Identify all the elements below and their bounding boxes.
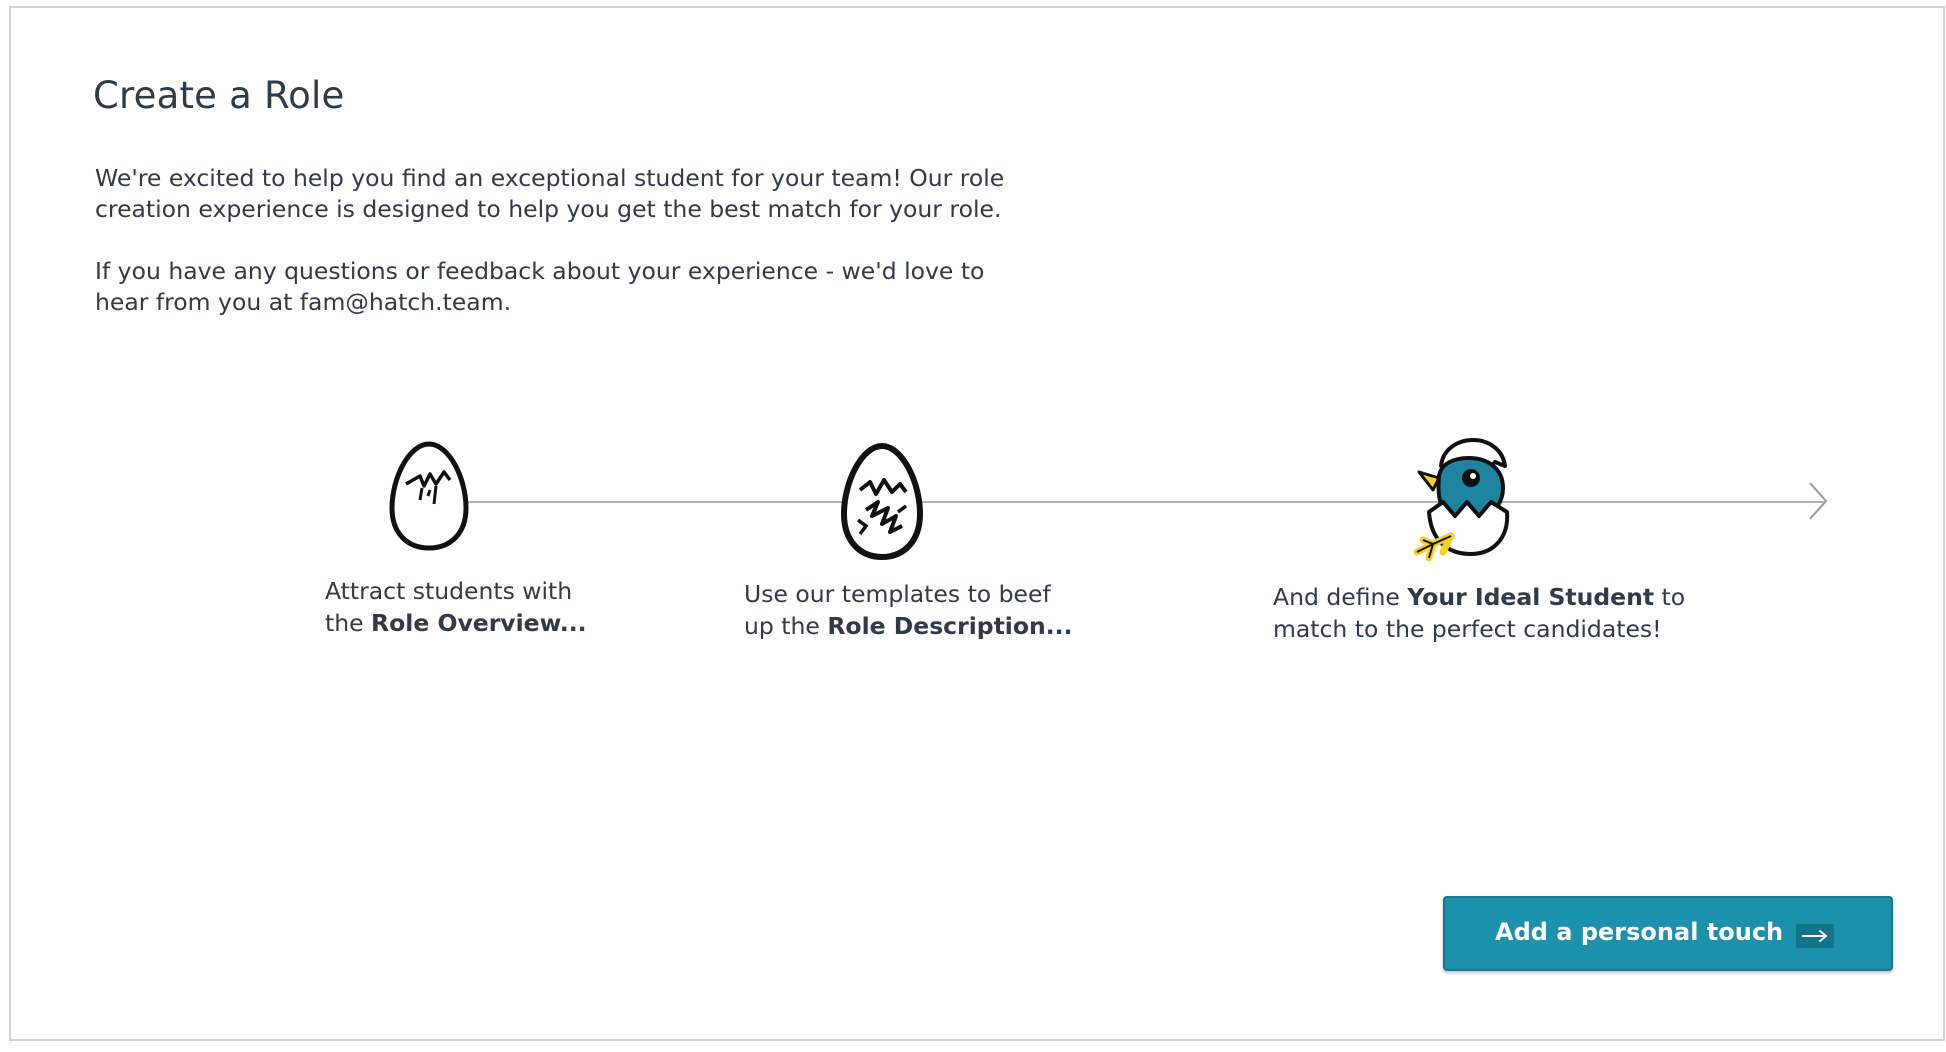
step-3-line-1: And define Your Ideal Student to: [1273, 583, 1686, 611]
intro-paragraph-2-line-2: hear from you at fam@hatch.team.: [95, 288, 512, 316]
step-1-line-1: Attract students with: [325, 577, 573, 605]
egg-cracked-icon: [384, 438, 474, 554]
intro-paragraph-2: [95, 256, 1055, 318]
step-3-highlight: Your Ideal Student: [1407, 583, 1655, 611]
arrow-right-icon: [1796, 924, 1834, 948]
egg-cracking-icon: [836, 440, 928, 564]
step-2-text: [744, 578, 1073, 642]
intro-paragraph-1: [95, 163, 1055, 225]
add-personal-touch-button[interactable]: [1443, 896, 1893, 971]
hatching-chick-icon: [1403, 436, 1529, 568]
intro-paragraph-1-line-2: creation experience is designed to help you get the best match for your role.: [95, 195, 1002, 223]
step-3-line-2: match to the perfect candidates!: [1273, 615, 1662, 643]
intro-paragraph-1-line-1: We're excited to help you find an exceptional student for your team! Our role: [95, 164, 1005, 192]
intro-paragraph-2-line-1: If you have any questions or feedback about your experience - we'd love to: [95, 257, 985, 285]
step-2-line-1: Use our templates to beef: [744, 580, 1051, 608]
add-personal-touch-label: Add a personal touch: [1495, 918, 1784, 946]
intro-text: [95, 163, 1055, 318]
timeline-line: [451, 501, 1825, 503]
step-2-line-2: up the Role Description...: [744, 612, 1073, 640]
create-role-card: [9, 6, 1945, 1041]
page-title: Create a Role: [93, 74, 345, 117]
step-1-highlight: Role Overview...: [371, 609, 587, 637]
step-2-highlight: Role Description...: [827, 612, 1073, 640]
step-1-text: [325, 575, 587, 639]
timeline-arrow-icon: [1807, 480, 1829, 522]
step-3-text: [1273, 581, 1685, 645]
step-1-line-2: the Role Overview...: [325, 609, 587, 637]
